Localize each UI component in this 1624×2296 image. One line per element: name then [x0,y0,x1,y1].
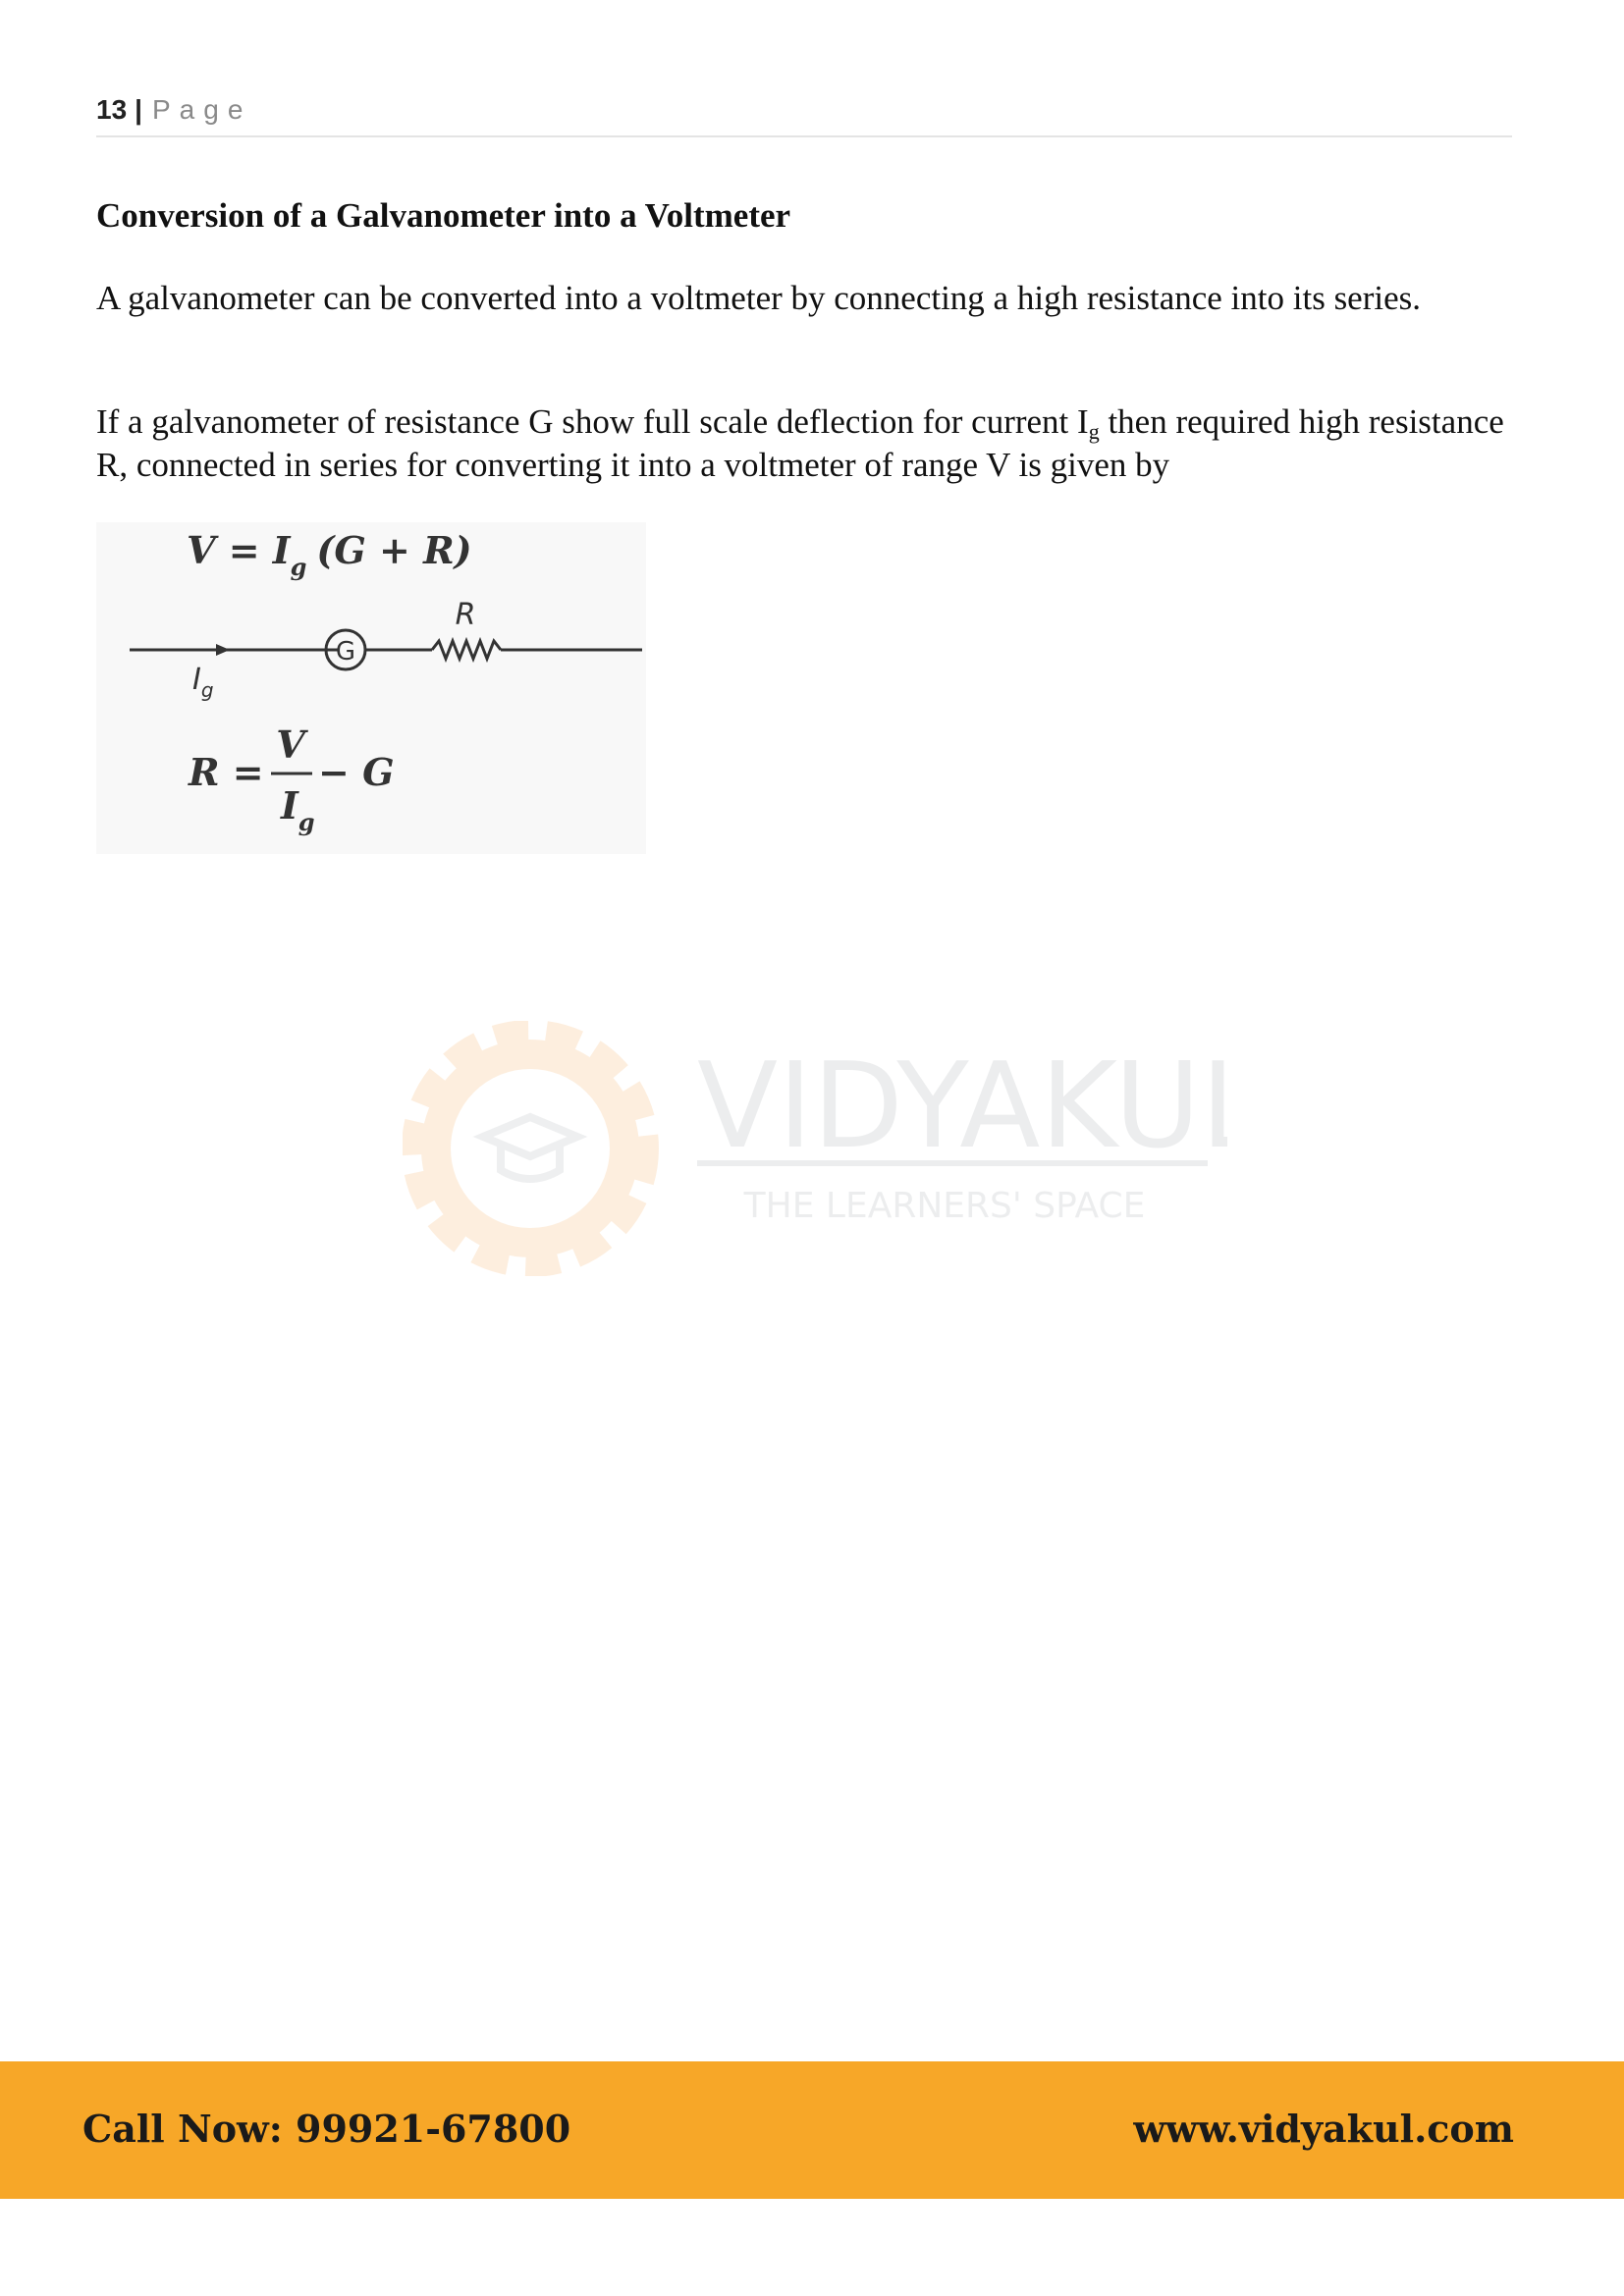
eq2-lhs: R = [189,750,264,794]
page-separator: | [135,94,142,125]
eq1-rest: (G + R) [316,528,472,572]
page-label: Page [152,94,252,125]
resistor-symbol [432,641,501,659]
paragraph-text-before: If a galvanometer of resistance G show full scale deflection for current I [96,402,1089,441]
paragraph-formula-intro [96,400,1510,487]
eq2-denominator: I [281,783,298,828]
eq1-sub: g [290,553,307,581]
current-arrow [216,644,230,656]
footer-bar [0,2061,1624,2199]
watermark-brand: VIDYAKUL [697,1039,1227,1175]
current-label: I [192,663,201,697]
gear-icon [414,1033,646,1264]
eq1-v: V = I [187,528,291,572]
watermark-rule [697,1160,1208,1166]
svg-text:Ig [192,663,214,702]
call-now-text: Call Now: 99921-67800 [82,2107,571,2151]
resistor-label: R [455,598,476,632]
svg-text:Ig [280,783,315,836]
paragraph-text-after: then required high resistance R, connected in series for converting it into a voltmeter of range V is given by [96,402,1504,484]
circuit-diagram [96,522,646,854]
page-number: 13 [96,94,128,125]
graduation-cap-icon [483,1117,577,1179]
current-sub: g [200,678,214,702]
eq2-den-sub: g [298,808,315,836]
eq2-rest: − G [318,750,395,794]
watermark-logo [403,1021,1227,1276]
section-title: Conversion of a Galvanometer into a Voltmeter [96,196,791,235]
circuit-figure [96,522,646,854]
website-link[interactable]: www.vidyakul.com [1133,2107,1514,2151]
page-header [96,94,1512,137]
watermark-tagline: THE LEARNERS' SPACE [743,1186,1146,1226]
paragraph-subscript: g [1088,419,1100,444]
paragraph-intro: A galvanometer can be converted into a voltmeter by connecting a high resistance into its series. [96,279,1422,317]
eq2-numerator: V [276,722,305,767]
galvanometer-label: G [335,637,356,667]
svg-text:V = Ig(G + R) [187,528,472,581]
